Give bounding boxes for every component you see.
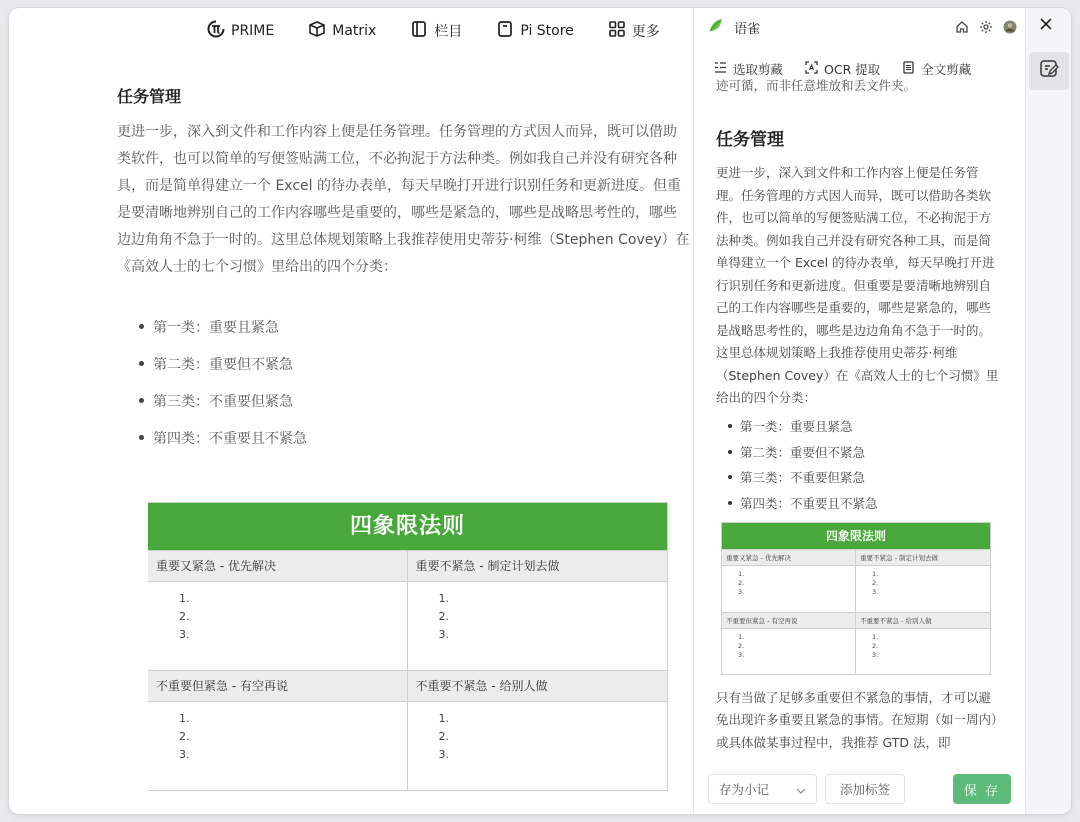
num: 2. <box>179 610 190 623</box>
nav-more[interactable] <box>608 20 660 42</box>
nav-pi-store[interactable] <box>496 20 573 42</box>
num: 2. <box>738 578 745 587</box>
list-item: 第四类：不重要且不紧急 <box>117 428 697 465</box>
close-icon[interactable] <box>1038 16 1054 36</box>
quadrant-cell-head: 不重要不紧急 - 给别人做 <box>856 613 990 629</box>
quadrant-cell <box>148 550 408 670</box>
nav-column[interactable] <box>410 20 462 42</box>
quadrant-cell <box>148 670 408 790</box>
num: 3. <box>179 628 190 641</box>
mode-select-clip[interactable] <box>714 60 783 78</box>
article-line: 更进一步，深入到文件和工作内容上便是任务管理。任务管理的方式因人而异，既可以借助 <box>117 124 677 140</box>
preview-heading: 任务管理 <box>716 130 784 150</box>
settings-icon[interactable] <box>979 20 993 34</box>
quadrant-cell-head: 重要不紧急 - 制定计划去做 <box>856 550 990 566</box>
article-list <box>117 317 697 465</box>
scan-icon <box>805 61 818 77</box>
save-button[interactable]: 保 存 <box>953 774 1011 804</box>
mode-label: 选取剪藏 <box>733 62 784 77</box>
panel-footer <box>694 764 1025 814</box>
clipper-panel <box>693 8 1025 814</box>
num: 3. <box>438 628 449 641</box>
num: 2. <box>438 730 449 743</box>
quadrant-image-thumb <box>721 522 991 675</box>
list-select-icon <box>714 61 727 77</box>
right-toolbar <box>1025 8 1071 814</box>
nav-label: Pi Store <box>520 23 574 39</box>
store-icon <box>496 20 514 42</box>
quadrant-cell <box>856 549 990 612</box>
num: 2. <box>872 578 879 587</box>
num: 3. <box>179 748 190 761</box>
quadrant-cell-head: 不重要但紧急 - 有空再说 <box>148 671 407 702</box>
preview-after-paragraph: 只有当做了足够多重要但不紧急的事情，才可以避免出现许多重要且紧急的事情。在短期（如一周内）或具体做某事过程中，我推荐 GTD 法，即 <box>716 689 998 750</box>
list-item: 第二类：重要但不紧急 <box>117 354 697 391</box>
num: 1. <box>738 632 745 641</box>
mode-full-clip[interactable] <box>902 60 971 78</box>
quadrant-cell <box>722 612 856 675</box>
num: 1. <box>438 592 449 605</box>
num: 3. <box>738 587 745 596</box>
list-item: 第一类：重要且紧急 <box>117 317 697 354</box>
num: 2. <box>179 730 190 743</box>
quadrant-cell <box>856 612 990 675</box>
quadrant-title: 四象限法则 <box>148 503 667 550</box>
article-line: 《高效人士的七个习惯》里给出的四个分类： <box>117 259 397 275</box>
quadrant-cell-head: 不重要但紧急 - 有空再说 <box>722 613 855 629</box>
note-edit-icon <box>1039 59 1059 83</box>
quadrant-cell-head: 不重要不紧急 - 给别人做 <box>408 671 668 702</box>
list-item: 第一类：重要且紧急 <box>716 414 1003 440</box>
select-value: 存为小记 <box>719 782 770 797</box>
article-line: 边边角角不急于一时的。这里总体规划策略上我推荐使用史蒂芬·柯维（Stephen Covey）在 <box>117 232 690 248</box>
article-heading: 任务管理 <box>117 87 182 106</box>
panel-title: 语雀 <box>734 21 761 37</box>
num: 2. <box>738 641 745 650</box>
mode-ocr[interactable] <box>805 60 880 78</box>
column-icon <box>410 20 428 42</box>
num: 2. <box>438 610 449 623</box>
grid-icon <box>608 20 626 42</box>
quadrant-cell <box>722 549 856 612</box>
quadrant-cell-head: 重要又紧急 - 优先解决 <box>148 551 407 582</box>
num: 1. <box>179 592 190 605</box>
panel-header <box>694 8 1025 46</box>
num: 2. <box>872 641 879 650</box>
add-tag-button[interactable]: 添加标签 <box>825 774 905 804</box>
num: 1. <box>438 712 449 725</box>
num: 3. <box>438 748 449 761</box>
yuque-logo-icon <box>708 17 726 37</box>
num: 1. <box>872 632 879 641</box>
avatar[interactable] <box>1003 20 1017 34</box>
num: 3. <box>872 650 879 659</box>
quadrant-cell-head: 重要又紧急 - 优先解决 <box>722 550 855 566</box>
mode-label: 全文剪藏 <box>921 62 972 77</box>
article-line: 类软件，也可以简单的写便签贴满工位，不必拘泥于方法种类。例如我自己并没有研究各种 <box>117 151 677 167</box>
num: 1. <box>179 712 190 725</box>
num: 1. <box>872 569 879 578</box>
list-item: 第三类：不重要但紧急 <box>117 391 697 428</box>
list-item: 第四类：不重要且不紧急 <box>716 490 1003 516</box>
article-line: 是要清晰地辨别自己的工作内容哪些是重要的，哪些是紧急的，哪些是战略思考性的，哪些 <box>117 205 677 221</box>
quadrant-cell <box>408 670 668 790</box>
clip-note-button[interactable] <box>1029 52 1069 90</box>
num: 3. <box>738 650 745 659</box>
list-item: 第二类：重要但不紧急 <box>716 439 1003 465</box>
article <box>117 84 697 465</box>
nav-label: 更多 <box>631 24 660 40</box>
prime-logo-icon <box>207 20 225 42</box>
preview-list <box>716 414 1003 516</box>
save-target-select[interactable] <box>708 774 817 804</box>
top-nav <box>9 8 693 54</box>
mode-label: OCR 提取 <box>824 62 881 77</box>
chevron-down-icon <box>796 782 806 797</box>
nav-matrix[interactable] <box>308 20 376 42</box>
document-icon <box>902 61 915 77</box>
num: 1. <box>738 569 745 578</box>
clip-mode-bar <box>714 60 971 78</box>
quadrant-title: 四象限法则 <box>722 523 990 549</box>
num: 3. <box>872 587 879 596</box>
quadrant-image <box>148 502 668 791</box>
clip-preview[interactable] <box>694 72 1025 762</box>
home-icon[interactable] <box>955 20 969 34</box>
nav-label: 栏目 <box>434 24 463 40</box>
list-item: 第三类：不重要但紧急 <box>716 465 1003 491</box>
quadrant-cell-head: 重要不紧急 - 制定计划去做 <box>408 551 668 582</box>
nav-label: Matrix <box>332 23 377 39</box>
matrix-icon <box>308 20 326 42</box>
nav-prime[interactable] <box>207 20 274 42</box>
quadrant-cell <box>408 550 668 670</box>
article-line: 具，而是简单得建立一个 Excel 的待办表单，每天早晚打开进行识别任务和更新进度。但重 <box>117 178 681 194</box>
nav-label: PRIME <box>231 23 275 39</box>
app-window <box>9 8 1071 814</box>
preview-truncated-line: 迹可循，而非任意堆放和丢文件夹。 <box>716 78 917 93</box>
preview-paragraph: 更进一步，深入到文件和工作内容上便是任务管理。任务管理的方式因人而异，既可以借助各类软件，也可以简单的写便签贴满工位，不必拘泥于方法种类。例如我自己并没有研究各种工具，而是简单得建立一个 Excel 的待办表单，每天早晚打开进行识别任务和更新进度。但重要是要清晰地辨别自己的工作内容哪些是重要的，哪些是紧急的，哪些是战略思考性的，哪些是边边角角不急于一时的。这里总体规划策略上我推荐使用史蒂芬·柯维（Stephen Covey）在《高效人士的七个习惯》里给出的四个分类： <box>716 165 999 405</box>
